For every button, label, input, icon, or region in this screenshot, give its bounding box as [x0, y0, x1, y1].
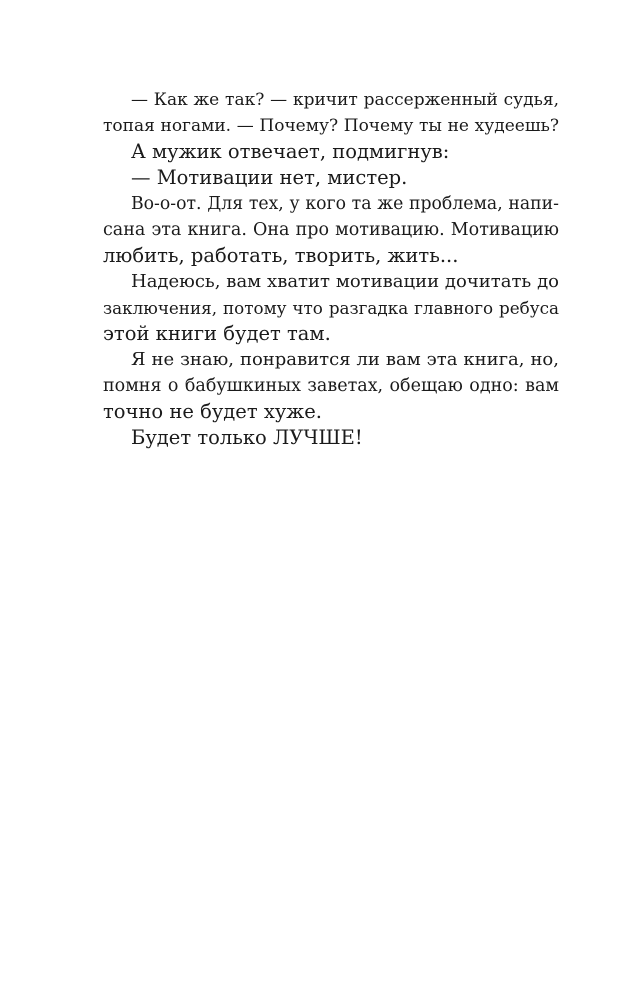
text-line: точно не будет хуже. — [103, 400, 322, 423]
text-line: Во-о-от. Для тех, у кого та же проблема, напи- — [131, 194, 559, 214]
text-line: Я не знаю, понравится ли вам эта книга, но, — [131, 349, 559, 370]
text-line: — Мотивации нет, мистер. — [131, 166, 408, 189]
text-line: заключения, потому что разгадка главного ребуса — [103, 298, 559, 318]
text-line: топая ногами. — Почему? Почему ты не худеешь? — [103, 116, 559, 136]
text-line: Будет только ЛУЧШЕ! — [131, 426, 363, 449]
text-line: — Как же так? — кричит рассерженный судья, — [131, 90, 559, 110]
body-text — [103, 87, 559, 451]
text-line: любить, работать, творить, жить... — [103, 244, 459, 267]
text-line: А мужик отвечает, подмигнув: — [131, 140, 450, 163]
text-line: помня о бабушкиных заветах, обещаю одно: вам — [103, 376, 559, 396]
text-line: сана эта книга. Она про мотивацию. Мотивацию — [103, 220, 559, 240]
text-line: Надеюсь, вам хватит мотивации дочитать до — [131, 271, 559, 292]
text-line: этой книги будет там. — [103, 322, 331, 345]
